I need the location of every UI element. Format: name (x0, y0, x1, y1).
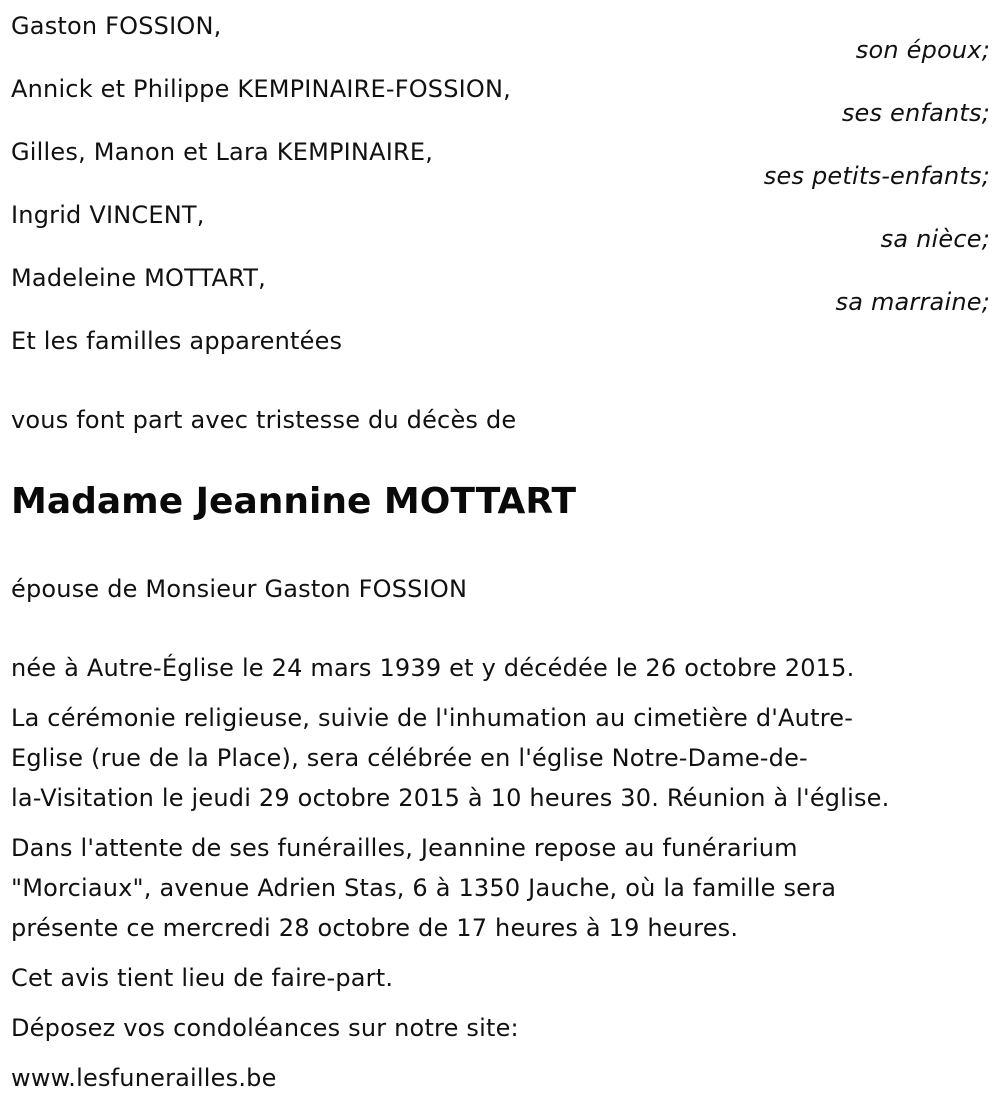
ceremony-line: la-Visitation le jeudi 29 octobre 2015 à 10 heures 30. Réunion à l'église. (11, 784, 890, 812)
announcement-line: vous font part avec tristesse du décès de (11, 406, 517, 434)
funerarium-line: présente ce mercredi 28 octobre de 17 heures à 19 heures. (11, 914, 739, 942)
family-member-name: Madeleine MOTTART, (11, 264, 266, 292)
funerarium-line: Dans l'attente de ses funérailles, Jeannine repose au funérarium (11, 834, 798, 862)
family-member-role: ses enfants; (841, 99, 990, 127)
birth-death-line: née à Autre-Église le 24 mars 1939 et y décédée le 26 octobre 2015. (11, 654, 855, 682)
families-line: Et les familles apparentées (11, 327, 343, 355)
website-link[interactable]: www.lesfunerailles.be (11, 1064, 277, 1092)
notice-line: Cet avis tient lieu de faire-part. (11, 964, 394, 992)
family-member-role: ses petits-enfants; (763, 162, 990, 190)
family-member-role: sa nièce; (880, 225, 990, 253)
funerarium-line: "Morciaux", avenue Adrien Stas, 6 à 1350 Jauche, où la famille sera (11, 874, 837, 902)
family-member-name: Gilles, Manon et Lara KEMPINAIRE, (11, 138, 434, 166)
deceased-name: Madame Jeannine MOTTART (11, 481, 577, 522)
family-member-role: son époux; (855, 36, 990, 64)
family-member-name: Gaston FOSSION, (11, 12, 222, 40)
spouse-line: épouse de Monsieur Gaston FOSSION (11, 575, 468, 603)
family-member-role: sa marraine; (835, 288, 990, 316)
family-member-name: Annick et Philippe KEMPINAIRE-FOSSION, (11, 75, 512, 103)
ceremony-line: Eglise (rue de la Place), sera célébrée en l'église Notre-Dame-de- (11, 744, 808, 772)
condolences-line: Déposez vos condoléances sur notre site: (11, 1014, 519, 1042)
family-member-name: Ingrid VINCENT, (11, 201, 205, 229)
ceremony-line: La cérémonie religieuse, suivie de l'inhumation au cimetière d'Autre- (11, 704, 854, 732)
